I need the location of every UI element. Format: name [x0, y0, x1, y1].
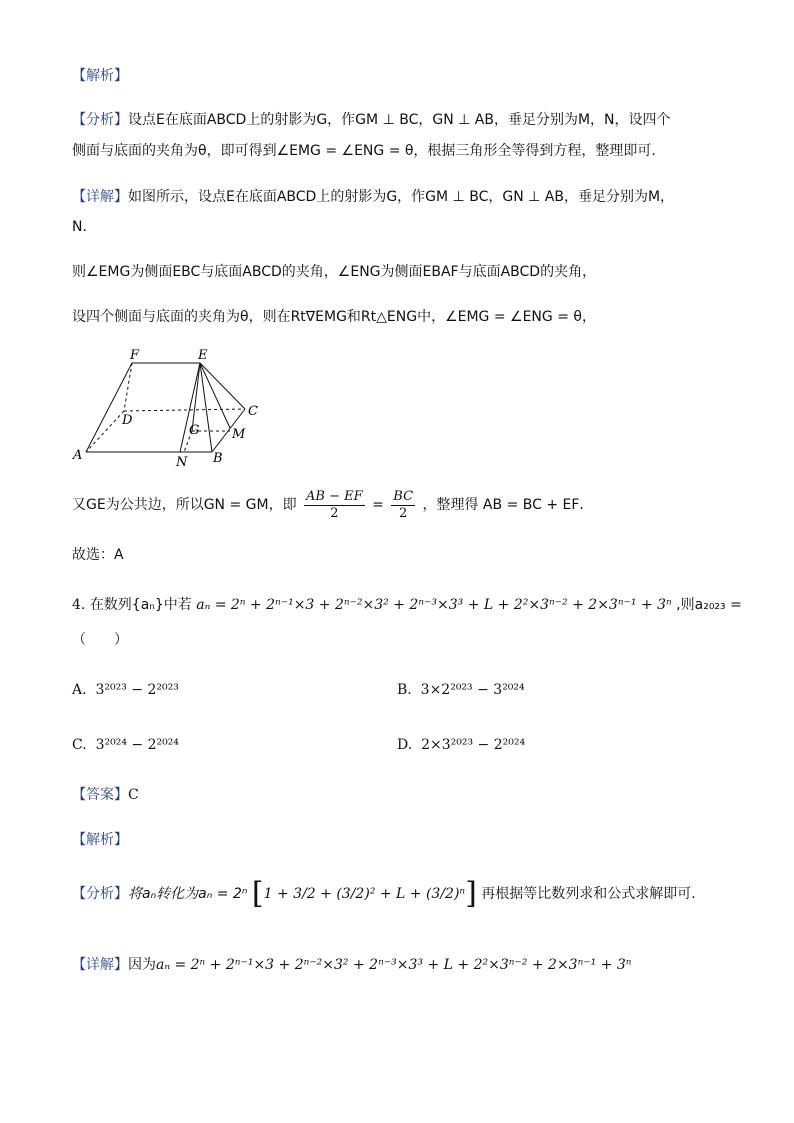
- label-B: B: [213, 451, 223, 466]
- detail-line-3: 则∠EMG为侧面EBC与底面ABCD的夹角，∠ENG为侧面EBAF与底面ABCD的夹角，: [72, 264, 597, 280]
- option-b-text: 3×2²⁰²³ − 3²⁰²⁴: [420, 682, 525, 698]
- option-a: [72, 680, 179, 700]
- edge-EG: [192, 363, 200, 431]
- edge-FA: [86, 363, 132, 452]
- detail-text-1: 如图所示，设点E在底面ABCD上的射影为G，作GM ⊥ BC，GN ⊥ AB，垂足分别为M，: [128, 189, 675, 205]
- analysis-text-1: 设点E在底面ABCD上的射影为G，作GM ⊥ BC，GN ⊥ AB，垂足分别为M，N，设四个: [128, 112, 671, 128]
- q4-detail-tag: 【详解】: [72, 957, 128, 973]
- fraction-2: [391, 489, 415, 522]
- equals-sign: =: [372, 497, 384, 513]
- option-b: [397, 680, 525, 700]
- fraction-1-numerator: AB − EF: [306, 488, 363, 504]
- fraction-1-denominator: 2: [330, 505, 339, 521]
- option-c-label: C.: [72, 737, 87, 753]
- label-E: E: [198, 348, 208, 363]
- option-b-label: B.: [397, 682, 412, 698]
- analysis-line-1: [72, 110, 671, 130]
- question-text-prefix: 在数列{aₙ}中若: [89, 597, 192, 613]
- detail-line-4: 设四个侧面与底面的夹角为θ，则在Rt∇EMG和Rt△ENG中，∠EMG = ∠ENG = θ，: [72, 309, 596, 325]
- label-M: M: [232, 427, 246, 442]
- option-a-text: 3²⁰²³ − 2²⁰²³: [95, 682, 179, 698]
- option-d-label: D.: [397, 737, 413, 753]
- question-formula: aₙ = 2ⁿ + 2ⁿ⁻¹×3 + 2ⁿ⁻²×3² + 2ⁿ⁻³×3³ + L + 2²×3ⁿ⁻² + 2×3ⁿ⁻¹ + 3ⁿ: [196, 597, 672, 613]
- answer-line: [72, 785, 139, 805]
- label-F: F: [130, 348, 140, 363]
- edge-DA: [86, 411, 124, 452]
- q4-detail-prefix: 因为: [128, 957, 156, 973]
- q4-analysis-line: [72, 872, 696, 916]
- q4-analysis-prefix: 将aₙ转化为aₙ = 2ⁿ: [128, 886, 248, 902]
- edge-EN: [180, 363, 200, 452]
- question-number: 4.: [72, 597, 86, 613]
- detail-line-5: [72, 485, 593, 525]
- answer-tag: 【答案】: [72, 787, 128, 803]
- right-bracket: ]: [465, 876, 477, 911]
- choice-line: 故选：A: [72, 547, 124, 563]
- fraction-2-numerator: BC: [393, 488, 414, 504]
- q4-analysis-suffix: 再根据等比数列求和公式求解即可.: [481, 886, 696, 902]
- option-c: [72, 735, 179, 755]
- analysis-tag: 【分析】: [72, 112, 128, 128]
- label-N: N: [176, 455, 188, 470]
- line5-prefix: 又GE为公共边，所以GN = GM，即: [72, 497, 297, 513]
- fraction-2-denominator: 2: [399, 505, 408, 521]
- option-a-label: A.: [72, 682, 87, 698]
- left-bracket: [: [251, 876, 264, 911]
- bracket-content: 1 + 3/2 + (3/2)² + L + (3/2)ⁿ: [263, 886, 466, 902]
- option-d-text: 2×3²⁰²³ − 2²⁰²⁴: [421, 737, 526, 753]
- geometry-figure: [70, 345, 270, 470]
- analysis-line-2: 侧面与底面的夹角为θ，即可得到∠EMG = ∠ENG = θ，根据三角形全等得到方程，整理即可.: [72, 143, 656, 159]
- edge-DC: [124, 409, 245, 411]
- label-D: D: [122, 413, 133, 428]
- detail-line-1: [72, 187, 674, 207]
- q4-analysis-tag: 【分析】: [72, 886, 128, 902]
- question-text-suffix: ,则a₂₀₂₃ =: [676, 597, 742, 613]
- question-4-stem: [72, 595, 742, 615]
- line5-suffix: ，整理得 AB = BC + EF．: [422, 497, 594, 513]
- question-blank: （ ）: [72, 632, 128, 648]
- q4-detail-line: [72, 955, 631, 975]
- detail-tag: 【详解】: [72, 189, 128, 205]
- label-C: C: [248, 404, 258, 419]
- answer-value: C: [128, 787, 139, 803]
- label-G: G: [189, 423, 200, 438]
- q4-detail-formula: aₙ = 2ⁿ + 2ⁿ⁻¹×3 + 2ⁿ⁻²×3² + 2ⁿ⁻³×3³ + L + 2²×3ⁿ⁻² + 2×3ⁿ⁻¹ + 3ⁿ: [156, 957, 632, 973]
- q4-jiexi-tag: 【解析】: [72, 832, 128, 848]
- edge-EC: [200, 363, 245, 409]
- fraction-1: [304, 489, 365, 522]
- option-d: [397, 735, 525, 755]
- detail-line-2: N．: [72, 219, 97, 235]
- option-c-text: 3²⁰²⁴ − 2²⁰²⁴: [95, 737, 179, 753]
- jiexi-tag: 【解析】: [72, 68, 128, 84]
- label-A: A: [73, 448, 83, 463]
